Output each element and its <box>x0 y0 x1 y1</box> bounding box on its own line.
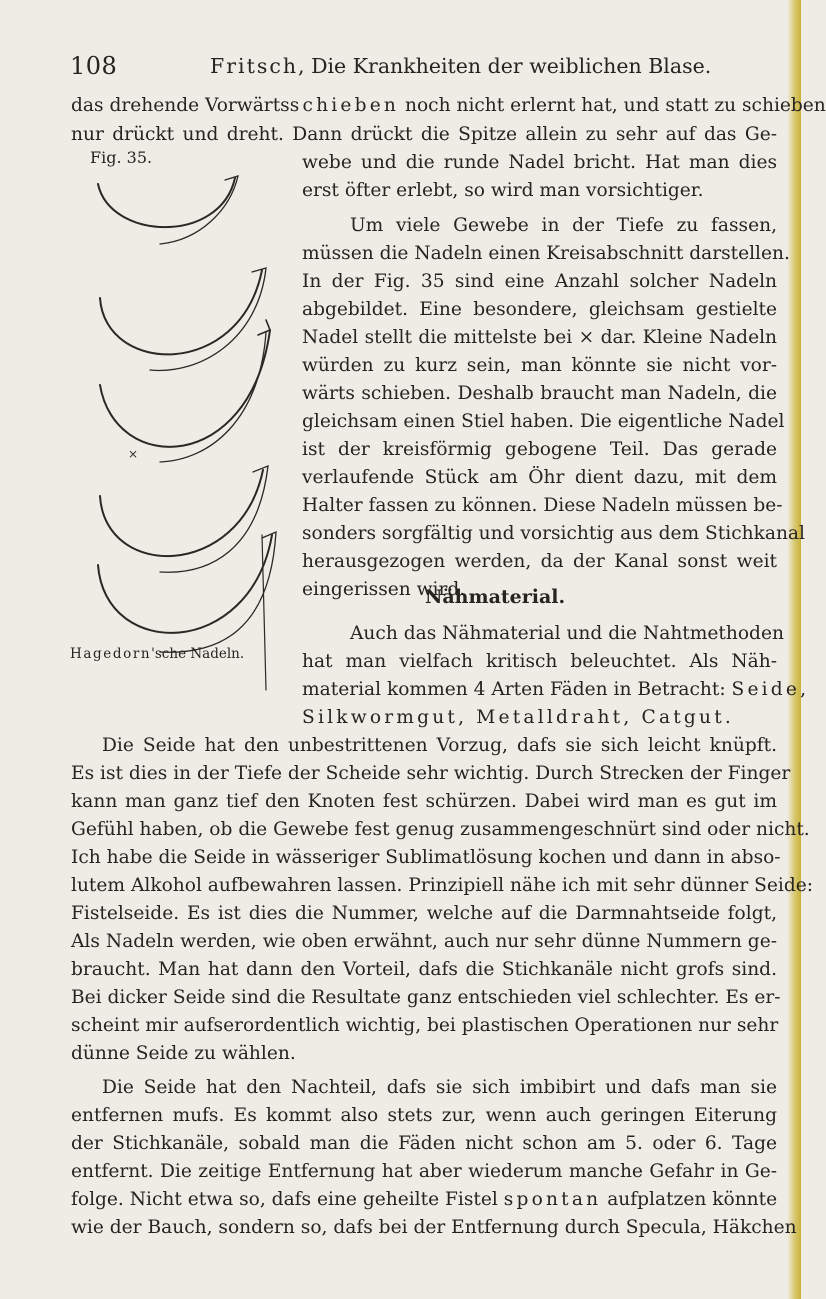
text-segment: verlaufende Stück am Öhr dient dazu, mit dem <box>302 467 777 488</box>
text-line <box>71 1014 777 1038</box>
text-segment: Die Seide hat den unbestrittenen Vorzug, dafs sie sich leicht knüpft. <box>102 735 777 756</box>
text-line <box>71 986 781 1010</box>
text-segment: herausgezogen werden, da der Kanal sonst weit <box>302 551 777 572</box>
text-segment: material kommen 4 Arten Fäden in Betracht: <box>302 679 732 700</box>
text-segment: webe und die runde Nadel bricht. Hat man dies <box>302 152 777 173</box>
figure-caption-rest: 'sche Nadeln. <box>151 646 245 662</box>
figure-label: Fig. 35. <box>90 148 153 167</box>
text-line <box>71 762 791 786</box>
text-segment: entfernt. Die zeitige Entfernung hat aber wiederum manche Gefahr in Ge- <box>71 1161 777 1182</box>
text-line <box>71 958 777 982</box>
text-segment: eingerissen wird. <box>302 579 466 600</box>
text-segment: wärts schieben. Deshalb braucht man Nadeln, die <box>302 383 777 404</box>
text-segment: erst öfter erlebt, so wird man vorsichtiger. <box>302 180 704 201</box>
needle-3 <box>100 330 270 447</box>
needle-1-eye <box>160 176 238 244</box>
needle-3-stalk <box>258 320 270 335</box>
text-segment: entfernen mufs. Es kommt also stets zur, wenn auch geringen Eiterung <box>71 1105 777 1126</box>
text-line <box>302 522 805 546</box>
text-line <box>302 706 777 730</box>
figure-caption-name: Hagedorn <box>70 646 152 662</box>
text-line <box>71 1042 777 1066</box>
running-title <box>210 54 711 78</box>
text-line <box>102 734 777 758</box>
text-line <box>302 578 777 602</box>
page-edge <box>787 0 801 1299</box>
text-segment: lutem Alkohol aufbewahren lassen. Prinzipiell nähe ich mit sehr dünner Seide: <box>71 875 814 896</box>
text-line <box>71 930 777 954</box>
text-line <box>71 874 814 898</box>
text-line <box>102 1076 777 1100</box>
needle-1 <box>98 178 235 227</box>
text-segment: müssen die Nadeln einen Kreisabschnitt darstellen. <box>302 243 790 264</box>
text-segment: Gefühl haben, ob die Gewebe fest genug zusammengeschnürt sind oder nicht. <box>71 819 810 840</box>
text-line <box>350 622 784 646</box>
text-line <box>71 1160 777 1184</box>
needle-5-eye <box>160 532 276 652</box>
text-segment: gleichsam einen Stiel haben. Die eigentliche Nadel <box>302 411 785 432</box>
text-segment: Seide, <box>731 679 810 700</box>
text-line <box>71 902 777 926</box>
text-line <box>302 151 777 175</box>
running-header <box>70 52 770 82</box>
text-segment: spontan <box>503 1189 602 1210</box>
text-line <box>302 678 810 702</box>
text-segment: Die Seide hat den Nachteil, dafs sie sich imbibirt und dafs man sie <box>102 1077 777 1098</box>
text-segment: Um viele Gewebe in der Tiefe zu fassen, <box>350 215 777 236</box>
text-line <box>71 1188 777 1212</box>
text-line <box>302 466 777 490</box>
text-line <box>302 438 777 462</box>
text-segment: Ich habe die Seide in wässeriger Sublimatlösung kochen und dann in abso- <box>71 847 781 868</box>
book-title: , Die Krankheiten der weiblichen Blase. <box>298 54 712 78</box>
text-segment: Silkwormgut, Metalldraht, Catgut. <box>302 707 734 728</box>
text-line <box>302 550 777 574</box>
text-line <box>302 298 777 322</box>
text-segment: aufplatzen könnte <box>601 1189 778 1210</box>
text-segment: nur drückt und dreht. Dann drückt die Spitze allein zu sehr auf das Ge- <box>71 124 777 145</box>
text-segment: folge. Nicht etwa so, dafs eine geheilte Fistel <box>71 1189 504 1210</box>
text-line <box>302 326 777 350</box>
text-line <box>302 410 785 434</box>
text-line <box>350 214 777 238</box>
text-segment: würden zu kurz sein, man könnte sie nicht vor- <box>302 355 777 376</box>
text-line <box>302 650 777 674</box>
text-segment: Fistelseide. Es ist dies die Nummer, welche auf die Darmnahtseide folgt, <box>71 903 777 924</box>
text-line <box>71 123 777 147</box>
needle-5 <box>98 535 272 633</box>
figure-caption <box>70 646 244 662</box>
text-line <box>302 270 777 294</box>
text-line <box>71 1132 777 1156</box>
text-segment: das drehende Vorwärts <box>71 95 290 116</box>
needle-2 <box>100 270 262 354</box>
text-segment: hat man vielfach kritisch beleuchtet. Als Näh- <box>302 651 777 672</box>
text-segment: In der Fig. 35 sind eine Anzahl solcher Nadeln <box>302 271 777 292</box>
text-segment: Bei dicker Seide sind die Resultate ganz entschieden viel schlechter. Es er- <box>71 987 781 1008</box>
text-line <box>71 1104 777 1128</box>
needle-marker: × <box>128 447 139 461</box>
text-segment: kann man ganz tief den Knoten fest schürzen. Dabei wird man es gut im <box>71 791 777 812</box>
text-segment: Es ist dies in der Tiefe der Scheide sehr wichtig. Durch Strecken der Finger <box>71 763 791 784</box>
text-segment: Auch das Nähmaterial und die Nahtmethoden <box>350 623 784 644</box>
text-segment: schieben <box>289 95 400 116</box>
text-line <box>71 818 810 842</box>
text-segment: ist der kreisförmig gebogene Teil. Das gerade <box>302 439 777 460</box>
text-line <box>302 354 777 378</box>
text-line <box>302 382 777 406</box>
text-line <box>71 94 826 118</box>
text-line <box>71 1216 797 1240</box>
text-line <box>71 846 781 870</box>
text-segment: abgebildet. Eine besondere, gleichsam gestielte <box>302 299 777 320</box>
text-segment: noch nicht erlernt hat, und statt zu schieben <box>399 95 826 116</box>
figure-needles <box>80 170 290 680</box>
section-heading: Nähmaterial. <box>425 586 566 608</box>
text-segment: Als Nadeln werden, wie oben erwähnt, auch nur sehr dünne Nummern ge- <box>71 931 777 952</box>
text-segment: sonders sorgfältig und vorsichtig aus dem Stichkanal <box>302 523 805 544</box>
text-segment: Halter fassen zu können. Diese Nadeln müssen be- <box>302 495 783 516</box>
text-segment: scheint mir aufserordentlich wichtig, bei plastischen Operationen nur sehr <box>71 1015 779 1036</box>
text-segment: wie der Bauch, sondern so, dafs bei der Entfernung durch Specula, Häkchen <box>71 1217 797 1238</box>
text-segment: Nadel stellt die mittelste bei × dar. Kleine Nadeln <box>302 327 777 348</box>
needle-3-eye <box>160 332 266 462</box>
text-line <box>71 790 777 814</box>
page-number: 108 <box>70 52 118 80</box>
text-line <box>302 494 783 518</box>
author-name: Fritsch <box>210 54 299 78</box>
text-line <box>302 242 790 266</box>
text-segment: dünne Seide zu wählen. <box>71 1043 296 1064</box>
text-line <box>302 179 777 203</box>
text-segment: braucht. Man hat dann den Vorteil, dafs die Stichkanäle nicht grofs sind. <box>71 959 777 980</box>
text-segment: der Stichkanäle, sobald man die Fäden nicht schon am 5. oder 6. Tage <box>71 1133 777 1154</box>
